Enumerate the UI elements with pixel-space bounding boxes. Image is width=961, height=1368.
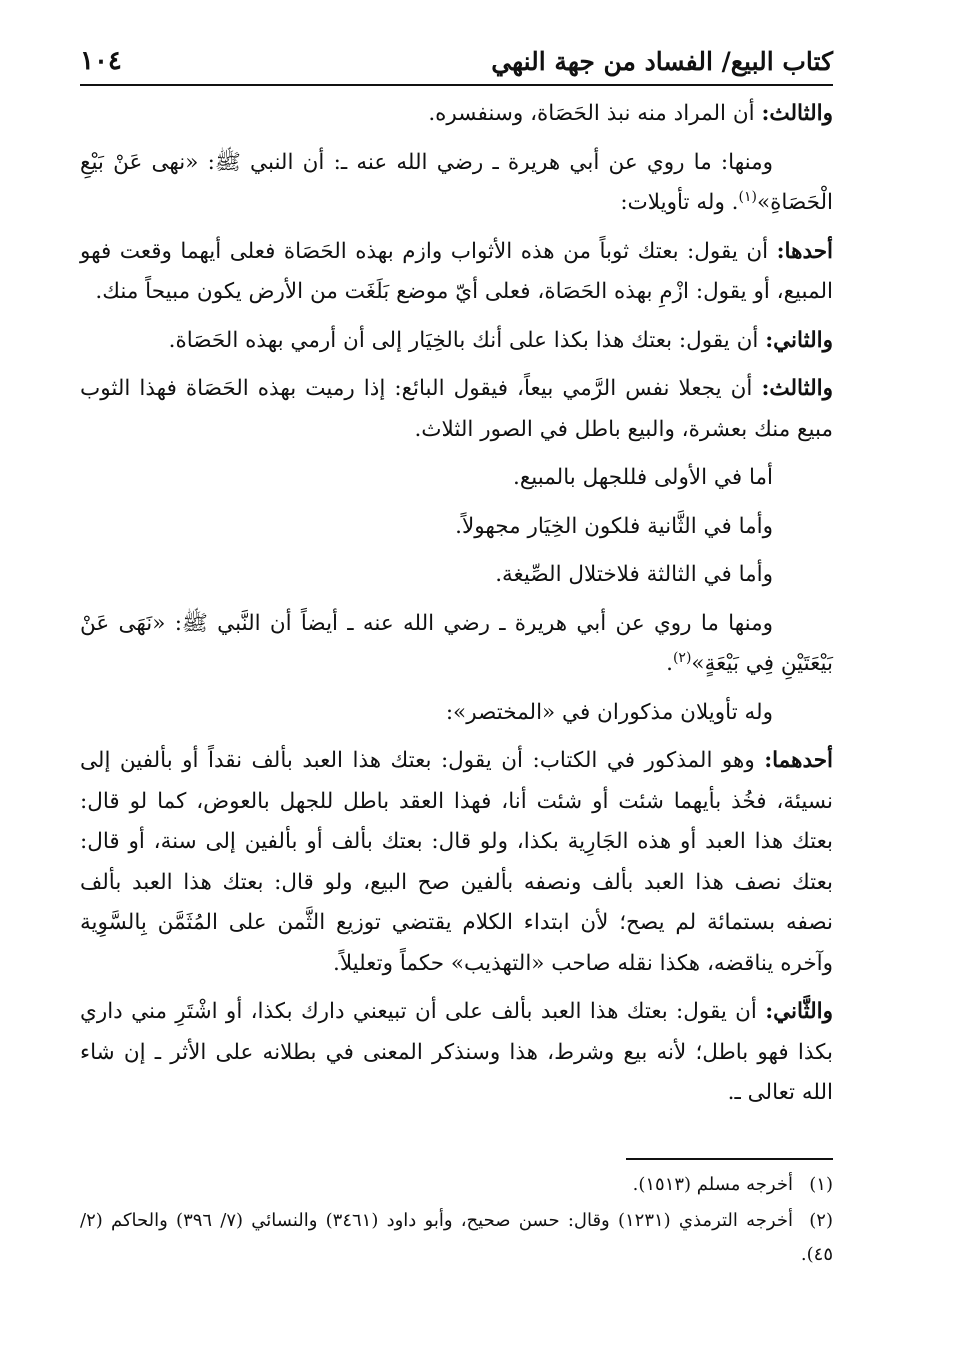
page-header (80, 34, 833, 86)
paragraph-text: ومنها: ما روي عن أبي هريرة ـ رضي الله عنه ـ: أن النبي ﷺ: «نهى عَنْ بَيْعِ الْحَصَاةِ» (80, 149, 833, 215)
paragraph (80, 693, 833, 734)
paragraph-lead: والثَّاني: (765, 999, 833, 1024)
paragraph-text: أما في الأولى فللجهل بالمبيع. (512, 465, 773, 490)
paragraph-tail: . وله تأويلات: (620, 190, 739, 215)
footnotes (80, 1168, 833, 1274)
paragraph-lead: والثالث: (761, 376, 833, 401)
paragraph-text: وأما في الثالثة فلاختلال الصِّيغة. (495, 562, 773, 587)
paragraph-text: أن يجعلا نفس الرَّمي بيعاً، فيقول البائع: إذا رميت بهذه الحَصَاة فهذا الثوب مبيع منك بعشرة، والبيع باطل في الصور الثلاث. (80, 376, 833, 442)
paragraph (80, 143, 833, 224)
footnote-number: (٢) (809, 1210, 833, 1231)
paragraph (80, 555, 833, 596)
paragraph (80, 741, 833, 984)
paragraph-tail: . (666, 651, 673, 676)
paragraph-text: أن المراد منه نبذ الحَصَاة، وسنفسره. (428, 101, 762, 126)
paragraph-text: وله تأويلان مذكوران في «المختصر»: (445, 699, 773, 725)
body-text (80, 94, 833, 1122)
running-title: كتاب البيع/ الفساد من جهة النهي (491, 47, 833, 76)
paragraph (80, 458, 833, 499)
footnote-divider (626, 1158, 833, 1160)
paragraph (80, 992, 833, 1114)
footnote-text: أخرجه مسلم (١٥١٣). (632, 1174, 793, 1195)
paragraph (80, 94, 833, 135)
footnote-ref[interactable]: (٢) (672, 649, 692, 666)
paragraph-text: ومنها ما روي عن أبي هريرة ـ رضي الله عنه ـ أيضاً أن النَّبي ﷺ: «نَهَى عَنْ بَيْعَتَيْنِ فِي بَيْعَةٍ» (80, 610, 833, 676)
paragraph-text: أن يقول: بعتك هذا بكذا على أنك بالخِيَار إلى أن أرمي بهذه الحَصَاة. (168, 327, 766, 353)
paragraph-text: وهو المذكور في الكتاب: أن يقول: بعتك هذا العبد بألف نقداً أو بألفين إلى نسيئة، فخُذ بأيهما شئت أو شئت أنا، فهذا العقد باطل للجهل بالعوض، كما لو قال: بعتك هذا العبد أو هذه الجَارِية بكذا، ولو قال: بعتك بألف أو بألفين إلى سنة، أو قال: بعتك نصف هذا العبد بألف ونصفه بألفين صح البيع، ولو قال: بعتك هذا العبد بألف نصفه بستمائة لم يصح؛ لأن ابتداء الكلام يقتضي توزيع الثَّمن على المُثَمَّن بِالسَّوِية وآخره يناقضه، هكذا نقله صاحب «التهذيب» حكماً وتعليلاً. (80, 748, 833, 976)
paragraph-lead: والثالث: (761, 101, 833, 126)
paragraph-lead: أحدها: (776, 238, 833, 264)
footnote (80, 1204, 833, 1272)
footnote-number: (١) (809, 1174, 833, 1195)
footnote-ref[interactable]: (١) (738, 188, 757, 205)
page-number: ١٠٤ (80, 46, 122, 76)
footnote (80, 1168, 833, 1202)
paragraph (80, 232, 833, 313)
paragraph (80, 369, 833, 450)
paragraph-lead: أحدهما: (764, 748, 833, 773)
footnote-text: أخرجه الترمذي (١٢٣١) وقال: حسن صحيح، وأبو داود (٣٤٦١) والنسائي (٧/ ٣٩٦) والحاكم (٢/ ٤٥). (80, 1210, 833, 1265)
paragraph-lead: والثاني: (765, 327, 833, 353)
paragraph-text: أن يقول: بعتك هذا العبد بألف على أن تبيعني دارك بكذا، أو اشْتَرِ مني داري بكذا فهو باطل؛ لأنه بيع وشرط، هذا وسنذكر المعنى في بطلانه على الأثر ـ إن شاء الله تعالى ـ. (80, 999, 833, 1105)
paragraph (80, 604, 833, 685)
paragraph-text: وأما في الثَّانية فلكون الخِيَار مجهولاً. (455, 513, 773, 539)
paragraph (80, 321, 833, 362)
paragraph (80, 507, 833, 548)
paragraph-text: أن يقول: بعتك ثوباً من هذه الأثواب وازم بهذه الحَصَاة فعلى أيهما وقعت فهو المبيع، أو يقول: ازْمِ بهذه الحَصَاة، فعلى أيّ موضع بَلَغَت من الأرض يكون مبيحاً منك. (80, 238, 833, 304)
